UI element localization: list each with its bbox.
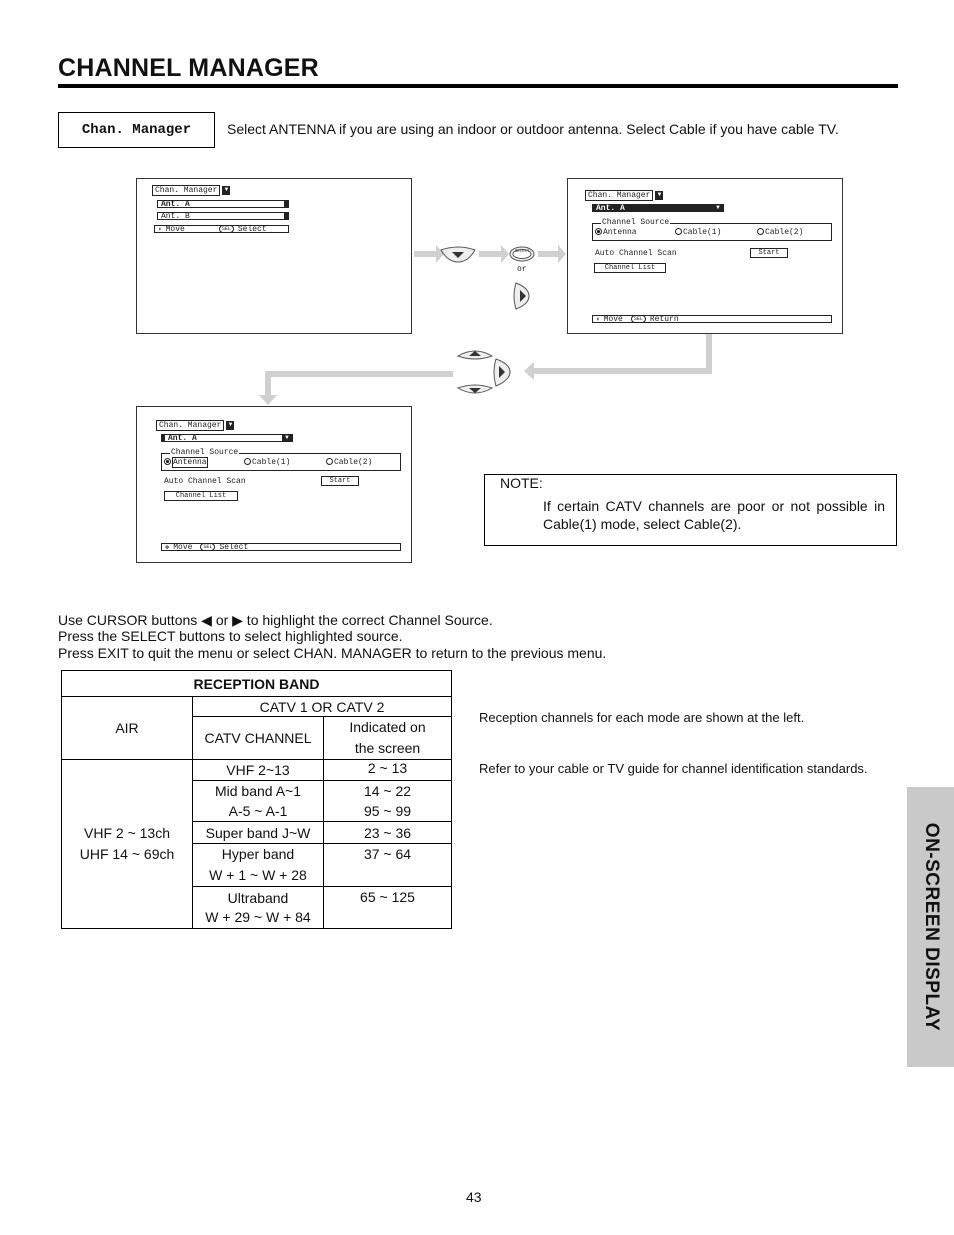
menu-title: Chan. Manager — [152, 185, 220, 196]
cable1-label: Cable(1) — [683, 228, 722, 237]
channel-list-button[interactable]: Channel List — [164, 491, 238, 501]
channel-source-label: Channel Source — [171, 448, 239, 457]
indicated-line-1: Indicated on — [349, 719, 426, 735]
option-ant-b-label: Ant. B — [161, 211, 190, 221]
select-label: Select — [237, 224, 267, 234]
channel-source-label: Channel Source — [602, 218, 670, 227]
radio-off-icon — [326, 458, 333, 465]
sel-icon: SEL — [200, 543, 215, 551]
band-line-1: Hyper band — [221, 846, 295, 862]
cable1-label: Cable(1) — [252, 458, 291, 467]
down-button-2 — [458, 385, 492, 393]
band-line-2: W + 1 ~ W + 28 — [209, 867, 307, 883]
note-text: If certain CATV channels are poor or not possible in Cable(1) mode, select Cable(2). — [543, 498, 885, 532]
table-row: VHF 2~13 — [193, 760, 324, 781]
move-label: Move — [603, 314, 623, 324]
arrow-line — [265, 371, 271, 399]
ch-line-1: 14 ~ 22 — [363, 783, 412, 799]
instruction-2: Press the SELECT buttons to select highlighted source. — [58, 628, 403, 644]
arrow-head — [436, 245, 444, 263]
or-label: or — [517, 265, 527, 274]
band-line-2: A-5 ~ A-1 — [228, 803, 288, 819]
menu-bar — [153, 421, 249, 429]
right-button — [514, 283, 529, 309]
ant-a-bar[interactable] — [161, 434, 293, 442]
updown-icon: ⬍ — [596, 315, 600, 323]
indicated-header — [324, 717, 452, 760]
updown-icon: ⬍ — [158, 225, 162, 233]
side-note-1: Reception channels for each mode are shown at the left. — [479, 710, 805, 725]
uhf-air: UHF 14 ~ 69ch — [79, 846, 175, 862]
vhf-air: VHF 2 ~ 13ch — [84, 825, 170, 841]
help-bar — [161, 543, 401, 551]
right-button-2 — [494, 359, 510, 386]
ch-line-2: 95 ~ 99 — [363, 803, 412, 819]
menu-title: Chan. Manager — [585, 190, 653, 201]
return-label: Return — [649, 314, 679, 324]
air-header: AIR — [62, 697, 193, 760]
flow-diagram — [0, 0, 954, 420]
auto-channel-scan-label: Auto Channel Scan — [164, 477, 246, 486]
ant-a-label: Ant. A — [596, 203, 625, 213]
side-note-2: Refer to your cable or TV guide for channel identification standards. — [479, 761, 868, 776]
sel-icon: SEL — [219, 225, 234, 233]
chevron-down-icon: ▼ — [715, 205, 721, 211]
arrow-head — [558, 245, 566, 263]
table-row: 23 ~ 36 — [324, 822, 452, 844]
select-label: Select — [219, 542, 249, 552]
menu-title: Chan. Manager — [156, 420, 224, 431]
band-line-1: Mid band A~1 — [214, 783, 301, 799]
table-row — [193, 887, 324, 929]
up-button — [458, 351, 492, 359]
auto-channel-scan-label: Auto Channel Scan — [595, 249, 677, 258]
cable2-label: Cable(2) — [334, 458, 373, 467]
antenna-label: Antenna — [173, 458, 207, 467]
catv-header: CATV 1 OR CATV 2 — [193, 697, 452, 717]
arrow-head — [524, 362, 534, 380]
down-button — [441, 247, 475, 262]
arrow-head — [259, 395, 277, 405]
arrow-line — [265, 371, 453, 377]
air-range-cell — [62, 760, 193, 929]
table-row: 37 ~ 64 — [324, 844, 452, 887]
move-label: Move — [165, 224, 185, 234]
antenna-label: Antenna — [603, 228, 637, 237]
catv-channel-header: CATV CHANNEL — [193, 717, 324, 760]
option-ant-a-label: Ant. A — [161, 199, 190, 209]
select-button-label: SELECT — [515, 250, 530, 254]
table-row — [193, 844, 324, 887]
band-line-2: W + 29 ~ W + 84 — [205, 908, 311, 925]
radio-cable1[interactable] — [244, 458, 290, 467]
table-row — [324, 781, 452, 822]
page-title: CHANNEL MANAGER — [58, 54, 319, 82]
intro-text: Select ANTENNA if you are using an indoor or outdoor antenna. Select Cable if you have cable TV. — [227, 121, 839, 137]
start-button[interactable]: Start — [750, 248, 788, 258]
chan-manager-label: Chan. Manager — [58, 112, 215, 148]
table-row — [193, 781, 324, 822]
channel-source-group — [161, 448, 401, 471]
move-label: Move — [173, 542, 193, 552]
indicated-line-2: the screen — [354, 740, 421, 756]
band-line-1: Ultraband — [227, 889, 289, 906]
note-title: NOTE: — [500, 475, 543, 491]
page-number: 43 — [466, 1189, 482, 1205]
instruction-1: Use CURSOR buttons ◀ or ▶ to highlight the correct Channel Source. — [58, 612, 493, 628]
ant-a-label: Ant. A — [168, 433, 197, 443]
radio-off-icon — [244, 458, 251, 465]
radio-cable2[interactable] — [326, 458, 372, 467]
start-button[interactable]: Start — [321, 476, 359, 486]
arrow-head — [501, 245, 509, 263]
cable2-label: Cable(2) — [765, 228, 804, 237]
chevron-down-icon: ▼ — [227, 422, 234, 428]
sel-icon: SEL — [631, 315, 646, 323]
table-row: 65 ~ 125 — [324, 887, 452, 929]
channel-list-button[interactable]: Channel List — [594, 263, 666, 273]
reception-band-table — [61, 670, 452, 929]
radio-on-icon — [164, 458, 171, 465]
chevron-down-icon: ▼ — [656, 192, 663, 198]
arrow-line — [528, 368, 712, 374]
radio-antenna[interactable] — [164, 458, 208, 467]
chevron-down-icon: ▼ — [284, 435, 290, 441]
move-arrows-icon: ✥ — [165, 543, 170, 552]
chevron-down-icon: ▼ — [223, 187, 230, 193]
table-row: 2 ~ 13 — [324, 760, 452, 781]
side-tab-label: ON-SCREEN DISPLAY — [921, 822, 942, 1032]
instruction-3: Press EXIT to quit the menu or select CHAN. MANAGER to return to the previous menu. — [58, 645, 607, 661]
table-header: RECEPTION BAND — [62, 671, 452, 697]
table-row: Super band J~W — [193, 822, 324, 844]
screen-3 — [136, 406, 412, 563]
